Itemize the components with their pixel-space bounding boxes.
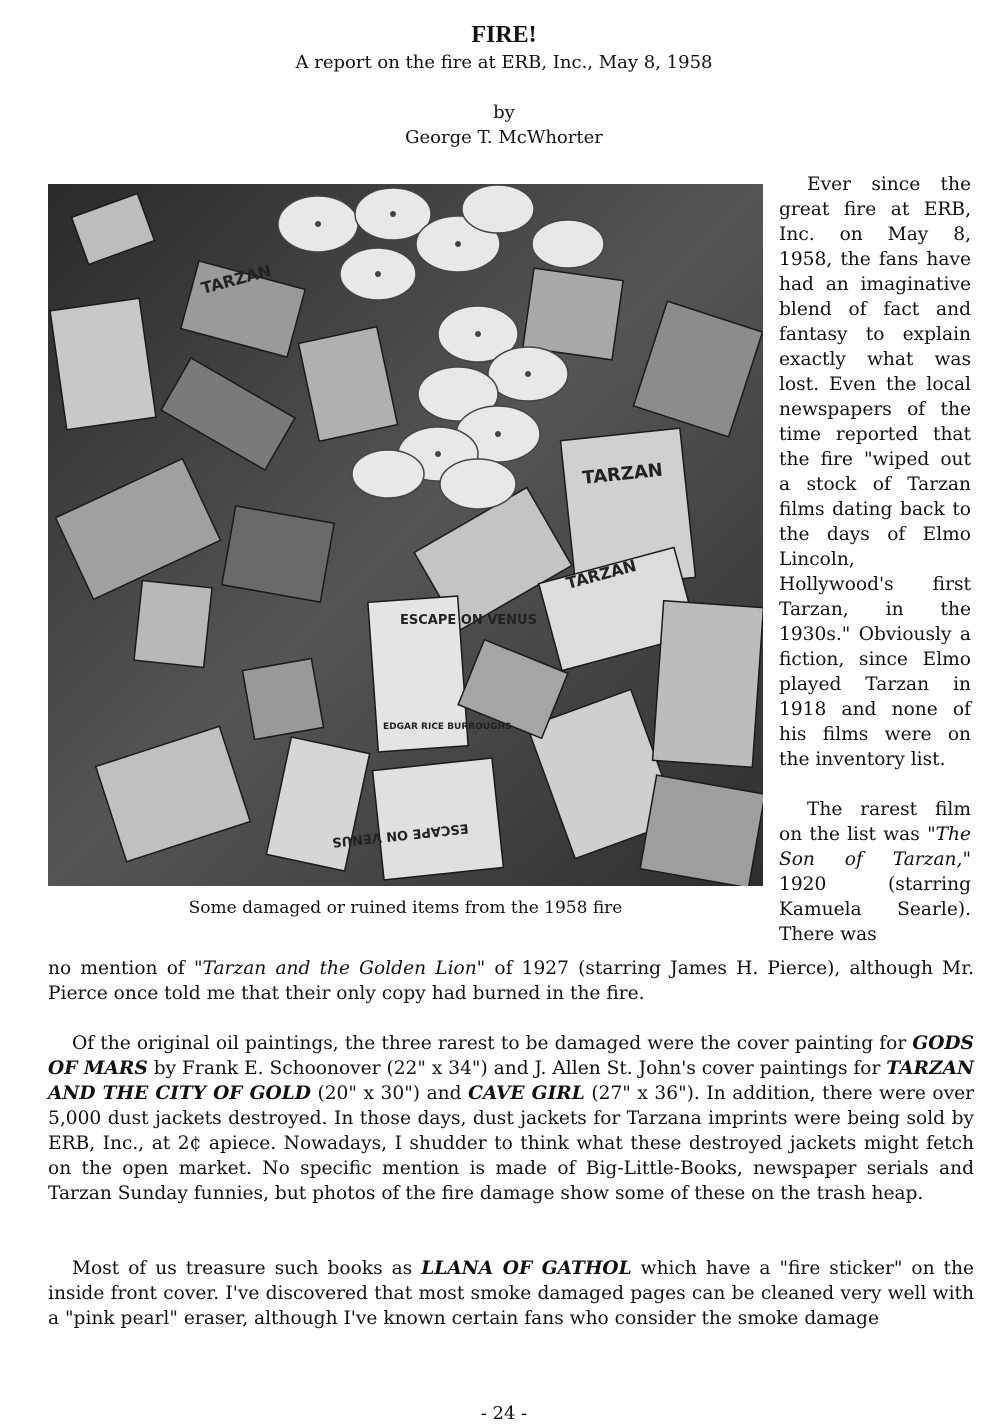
book-title-llana-of-gathol: LLANA OF GATHOL xyxy=(421,1258,632,1279)
body-p2-b: by Frank E. Schoonover (22" x 34") and J. Allen St. John's cover paintings for xyxy=(147,1058,887,1079)
body-p2-a: Of the original oil paintings, the three rarest to be damaged were the cover painting for xyxy=(72,1033,913,1054)
book-title-gods-of-mars: GODS OF MARS xyxy=(48,1033,974,1079)
byline-by: by xyxy=(493,102,515,123)
side-paragraph-2 xyxy=(779,797,971,947)
article-title: FIRE! xyxy=(471,22,537,48)
book-title-cave-girl: CAVE GIRL xyxy=(468,1083,585,1104)
body-paragraph-1 xyxy=(48,956,974,1006)
photo-label-escape-venus-2: ESCAPE ON VENUS xyxy=(331,820,470,850)
photo-caption: Some damaged or ruined items from the 1958 fire xyxy=(188,898,623,918)
side-column xyxy=(779,172,971,947)
body-p2-d: (27" x 36"). In addition, there were over 5,000 dust jackets destroyed. In those days, dust jackets for Tarzana imprints were being sold by ERB, Inc., at 2¢ apiece. Nowadays, I shudder to think what these destroyed jackets might fetch on the open market. No specific mention is made of Big-Little-Books, newspaper serials and Tarzan Sunday funnies, but photos of the fire damage show some of these on the trash heap. xyxy=(48,1083,975,1204)
body-p1-b: of 1927 (starring James H. Pierce), although Mr. Pierce once told me that their only copy had burned in the fire. xyxy=(48,958,974,1004)
body-p1-film-title: "Tarzan and the Golden Lion" xyxy=(193,958,486,979)
photo-label-tarzan-1: TARZAN xyxy=(199,260,274,298)
book-title-city-of-gold: TARZAN AND THE CITY OF GOLD xyxy=(48,1058,974,1104)
body-p3-b: which have a "fire sticker" on the inside front cover. I've discovered that most smoke damaged pages can be cleaned very well with a "pink pearl" eraser, although I've known certain fans who consider the smoke damage xyxy=(48,1258,974,1329)
body-p3-a: Most of us treasure such books as xyxy=(72,1258,422,1279)
body-paragraph-2 xyxy=(48,1031,974,1206)
photo-label-tarzan-2: TARZAN xyxy=(581,459,664,489)
photo-label-tarzan-3: TARZAN xyxy=(564,555,639,593)
fire-damage-photo xyxy=(48,184,763,886)
side-p2-rest: 1920 (starring Kamuela Searle). There was xyxy=(779,874,971,945)
side-p2-start: The rarest film on the list was xyxy=(779,799,971,845)
byline-author: George T. McWhorter xyxy=(405,127,603,148)
body-paragraph-3 xyxy=(48,1256,974,1331)
photo-label-escape-venus-1: ESCAPE ON VENUS xyxy=(400,613,537,628)
article-subtitle: A report on the fire at ERB, Inc., May 8, 1958 xyxy=(295,52,713,73)
side-p2-film-title: "The Son of Tarzan," xyxy=(779,824,971,870)
body-p1-a: no mention of xyxy=(48,958,194,979)
page-number: - 24 - xyxy=(480,1403,528,1424)
photo-label-erb: EDGAR RICE BURROUGHS xyxy=(383,722,512,732)
side-paragraph-1: Ever since the great fire at ERB, Inc. on May 8, 1958, the fans have had an imaginative blend of fact and fantasy to explain exactly what was lost. Even the local newspapers of the time reported that the fire "wiped out a stock of Tarzan films dating back to the days of Elmo Lincoln, Hollywood's first Tarzan, in the 1930s." Obviously a fiction, since Elmo played Tarzan in 1918 and none of his films were on the inventory list. xyxy=(779,174,971,770)
body-p2-c: (20" x 30") and xyxy=(310,1083,469,1104)
